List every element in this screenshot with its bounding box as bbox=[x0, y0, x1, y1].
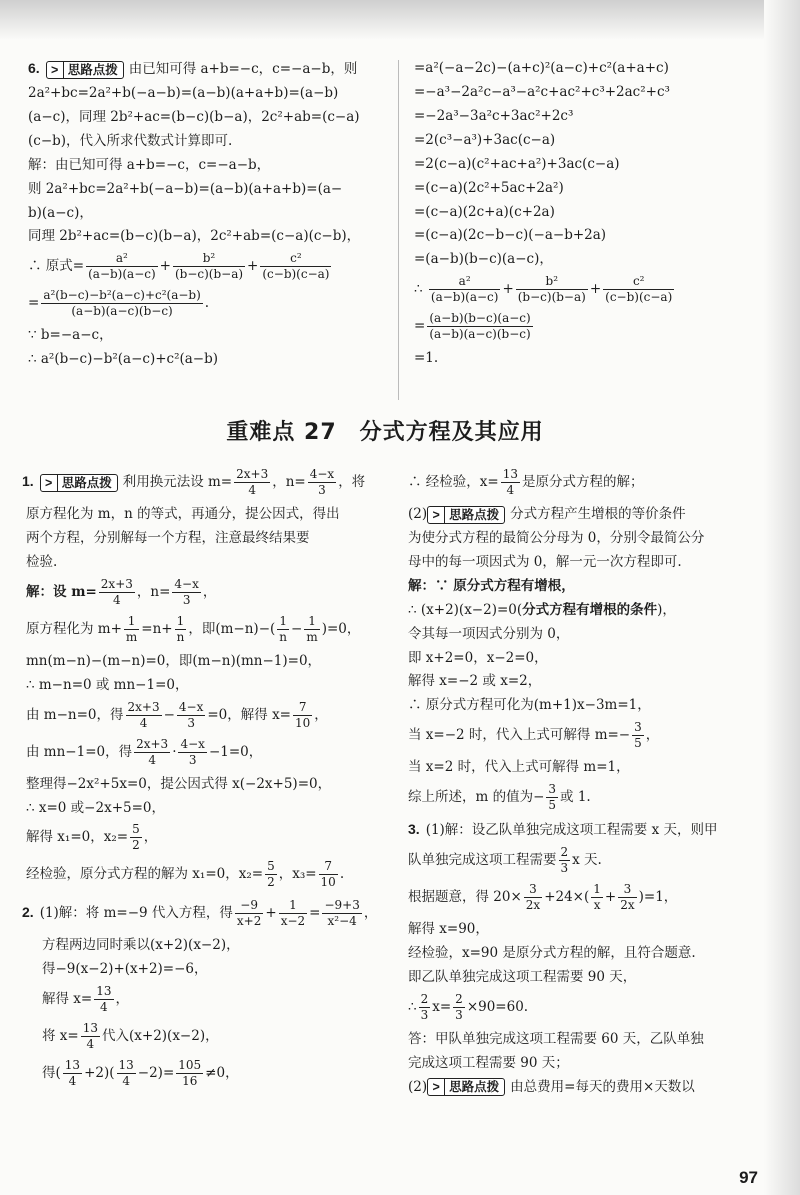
derivation-line: =(c−a)(2c+a)(c+2a) bbox=[414, 203, 555, 220]
solution-line: 即 x+2=0，x−2=0， bbox=[408, 649, 548, 666]
solution-line: 解得 x=−2 或 x=2， bbox=[408, 673, 542, 690]
solution-line: 则 2a²+bc=2a²+b(−a−b)=(a−b)(a+a+b)=(a− bbox=[28, 180, 343, 197]
combined-fraction: = $\frac{\text{a²(b−c)−b²(a−c)+c²(a−b)}}{(a-b)(a-c)(b-c)}$ . bbox=[28, 288, 210, 319]
solution-line: 解：由已知可得 a+b=−c，c=−a−b， bbox=[28, 156, 271, 173]
solution-line: 根据题意，得 20× $\frac{3}{2x}$ +24×( $\frac{1}{x}$ + $\frac{3}{2x}$ )=1， bbox=[408, 882, 678, 913]
right-column bbox=[408, 463, 768, 1101]
hint-line: 两个方程，分别解每一个方程，注意最终结果要 bbox=[26, 529, 310, 546]
original-expression: ∴ 原式= $\frac{\text{a²}}{(a-b)(a-c)}$ + $\frac{\text{b²}}{(b-c)(b-a)}$ + $\frac{\text{c²}}{(c-b)(c-a)}$ bbox=[28, 251, 330, 282]
solution-line: 解得 x=90， bbox=[408, 921, 489, 938]
solution-line: 队单独完成这项工程需要 $\frac{2}{3}$ x 天. bbox=[408, 845, 602, 876]
solution-line: 综上所述，m 的值为− $\frac{3}{5}$ 或 1. bbox=[408, 782, 591, 813]
solution-line: ∴ x=0 或−2x+5=0， bbox=[26, 799, 166, 816]
solution-line: 完成这项工程需要 90 天； bbox=[408, 1054, 569, 1071]
page-edge-shadow bbox=[764, 0, 800, 1195]
solution-line: 得−9(x−2)+(x+2)=−6， bbox=[42, 961, 208, 978]
derivation-line: =(c−a)(2c²+5ac+2a²) bbox=[414, 179, 564, 196]
solution-line: ∴ m−n=0 或 mn−1=0， bbox=[26, 676, 189, 693]
solution-line: 将 x= $\frac{13}{4}$ 代入(x+2)(x−2)， bbox=[42, 1021, 219, 1052]
q2-part2-hint: (2) > 思路点拨 分式方程产生增根的等价条件 bbox=[408, 506, 686, 522]
hint-tag: > 思路点拨 bbox=[46, 61, 124, 79]
section-title: 重难点 27 分式方程及其应用 bbox=[226, 420, 544, 445]
solution-line: 由 m−n=0，得 $\frac{2x+3}{4}$ − $\frac{4-x}{3}$ =0，解得 x= $\frac{7}{10}$ ， bbox=[26, 699, 328, 730]
derivation-line: =2(c−a)(c²+ac+a²)+3ac(c−a) bbox=[414, 155, 620, 172]
hint-tag: > 思路点拨 bbox=[427, 506, 505, 524]
chevron-right-icon: > bbox=[428, 1079, 445, 1095]
chevron-right-icon: > bbox=[428, 507, 445, 523]
solution-line: 由 mn−1=0，得 $\frac{2x+3}{4}$ · $\frac{4-x}{3}$ −1=0， bbox=[26, 736, 263, 767]
hint-line: 母中的每一项因式为 0，解一元一次方程即可. bbox=[408, 553, 682, 570]
solution-line: ∴ 原分式方程可化为(m+1)x−3m=1， bbox=[408, 697, 651, 714]
solution-line: 解：设 m= $\frac{2x+3}{4}$ ，n= $\frac{4-x}{3}$ ， bbox=[26, 576, 217, 607]
problem-6-left: 6. > 思路点拨 由已知可得 a+b=−c，c=−a−b，则 2a²+bc=2a²+b(−a−b)=(a−b)(a+a+b)=(a−b) (a−c)，同理 2b²+ac=(b−c)(b−a)，2c²+ab=(c−a) (c−b)，代入所求代数式计算即可. 解：由已知可得 a+b=−c，c=−a−b， 则 2a²+bc=2a²+b(−a−b)=(a−b)(a+a+b)=(a− b)(a−c)， 同理 2b²+ac=(b−c)(b−a)，2c²+ab=(c−a)(c−b)， ∴ 原式= $\frac{\text{a²}}{(a-b)(a-c)}$ + $\frac{\text{b²}}{(b-c)(b-a)}$ + $\frac{\text{c²}}{(c-b)(c-a)}$ = $\frac{\text{a²(b−c)−b²(a−c)+c²(a−b)}}{(a-b)(a-c)(b-c)}$ . ∵ b=−a−c， ∴ a²(b−c)−b²(a−c)+c²(a−b) bbox=[28, 58, 398, 373]
page-number: 97 bbox=[739, 1168, 758, 1187]
final-fraction: = $\frac{(a-b)(b-c)(a-c)}{(a-b)(a-c)(b-c)}$ bbox=[414, 311, 531, 342]
solution-line: 同理 2b²+ac=(b−c)(b−a)，2c²+ab=(c−a)(c−b)， bbox=[28, 228, 361, 245]
solution-line: ∴ a²(b−c)−b²(a−c)+c²(a−b) bbox=[28, 351, 219, 368]
solution-line: ∴ (x+2)(x−2)=0(分式方程有增根的条件)， bbox=[408, 601, 676, 618]
q1-hint-line: 1. > 思路点拨 利用换元法设 m= $\frac{2x+3}{4}$ ，n= $\frac{4-x}{3}$ ，将 bbox=[22, 467, 366, 497]
question-1 bbox=[22, 463, 394, 1095]
hint-line: (c−b)，代入所求代数式计算即可. bbox=[28, 132, 233, 149]
derivation-line: =(c−a)(2c−b−c)(−a−b+2a) bbox=[414, 227, 607, 244]
solution-line: 答：甲队单独完成这项工程需要 60 天，乙队单独 bbox=[408, 1030, 704, 1047]
hint-tag: > 思路点拨 bbox=[427, 1078, 505, 1096]
solution-line: 解得 x= $\frac{13}{4}$ ， bbox=[42, 984, 129, 1015]
hint-line: 2a²+bc=2a²+b(−a−b)=(a−b)(a+a+b)=(a−b) bbox=[28, 84, 339, 101]
q3-part2-hint: (2) > 思路点拨 由总费用=每天的费用×天数以 bbox=[408, 1078, 695, 1095]
chevron-right-icon: > bbox=[47, 62, 64, 78]
solution-line: 当 x=2 时，代入上式可解得 m=1， bbox=[408, 759, 630, 776]
derivation-line: =−a³−2a²c−a³−a²c+ac²+c³+2ac²+c³ bbox=[414, 83, 670, 100]
column-divider bbox=[398, 60, 399, 400]
problem-number: 6. bbox=[28, 60, 40, 76]
solution-line: ∵ b=−a−c， bbox=[28, 327, 113, 344]
solution-line: ∴ 经检验，x= $\frac{13}{4}$ 是原分式方程的解； bbox=[408, 467, 644, 497]
derivation-line: =(a−b)(b−c)(a−c)， bbox=[414, 251, 553, 268]
derivation-line: =a²(−a−2c)−(a+c)²(a−c)+c²(a+a+c) bbox=[414, 60, 669, 76]
solution-line: 得( $\frac{13}{4}$ +2)( $\frac{13}{4}$ −2)= $\frac{105}{16}$ ≠0， bbox=[42, 1058, 239, 1089]
chevron-right-icon: > bbox=[41, 475, 58, 491]
hint-tag: > 思路点拨 bbox=[40, 474, 118, 492]
result-line: =1. bbox=[414, 350, 439, 367]
solution-line: 原方程化为 m+ $\frac{1}{m}$ =n+ $\frac{1}{n}$ ，即(m−n)−( $\frac{1}{n}$ − $\frac{1}{m}$ )=0， bbox=[26, 613, 361, 644]
solution-line: 方程两边同时乘以(x+2)(x−2)， bbox=[42, 937, 240, 954]
solution-line: 当 x=−2 时，代入上式可解得 m=− $\frac{3}{5}$ ， bbox=[408, 720, 660, 751]
hint-line: 检验. bbox=[26, 553, 58, 570]
solution-line: 解得 x₁=0，x₂= $\frac{5}{2}$ ， bbox=[26, 822, 158, 853]
derivation-line: =2(c³−a³)+3ac(c−a) bbox=[414, 131, 556, 148]
hint-line: (a−c)，同理 2b²+ac=(b−c)(b−a)，2c²+ab=(c−a) bbox=[28, 108, 360, 125]
q2-line: 2. (1)解：将 m=−9 代入方程，得 $\frac{-9}{x+2}$ + $\frac{1}{x-2}$ = $\frac{-9+3}{\text{x²−4}}$ ， bbox=[22, 898, 378, 929]
solution-line: 即乙队单独完成这项工程需要 90 天， bbox=[408, 968, 637, 985]
therefore-expression: ∴ $\frac{\text{a²}}{(a-b)(a-c)}$ + $\frac{\text{b²}}{(b-c)(b-a)}$ + $\frac{\text{c²}}{(c-b)(c-a)}$ bbox=[414, 274, 673, 305]
solution-line: 经检验，x=90 是原分式方程的解，且符合题意. bbox=[408, 945, 696, 962]
solution-line: ∴ $\frac{2}{3}$ x= $\frac{2}{3}$ ×90=60. bbox=[408, 991, 529, 1022]
derivation-line: =−2a³−3a²c+3ac²+2c³ bbox=[414, 107, 574, 124]
solution-line: b)(a−c)， bbox=[28, 204, 93, 221]
hint-line: 原方程化为 m，n 的等式，再通分，提公因式，得出 bbox=[26, 506, 340, 522]
hint-line: 为使分式方程的最简公分母为 0，分别令最简公分 bbox=[408, 529, 705, 546]
problem-6-right bbox=[414, 58, 764, 372]
solution-line: mn(m−n)−(m−n)=0，即(m−n)(mn−1)=0， bbox=[26, 652, 322, 669]
solution-line: 整理得−2x²+5x=0，提公因式得 x(−2x+5)=0， bbox=[26, 775, 332, 792]
q3-line: 3. (1)解：设乙队单独完成这项工程需要 x 天，则甲 bbox=[408, 821, 718, 839]
page-top-shadow bbox=[0, 0, 800, 40]
solution-line: 解：∵ 原分式方程有增根， bbox=[408, 577, 575, 594]
solution-line: 经检验，原分式方程的解为 x₁=0，x₂= $\frac{5}{2}$ ，x₃= $\frac{7}{10}$ . bbox=[26, 859, 345, 890]
solution-line: 令其每一项因式分别为 0， bbox=[408, 625, 570, 642]
